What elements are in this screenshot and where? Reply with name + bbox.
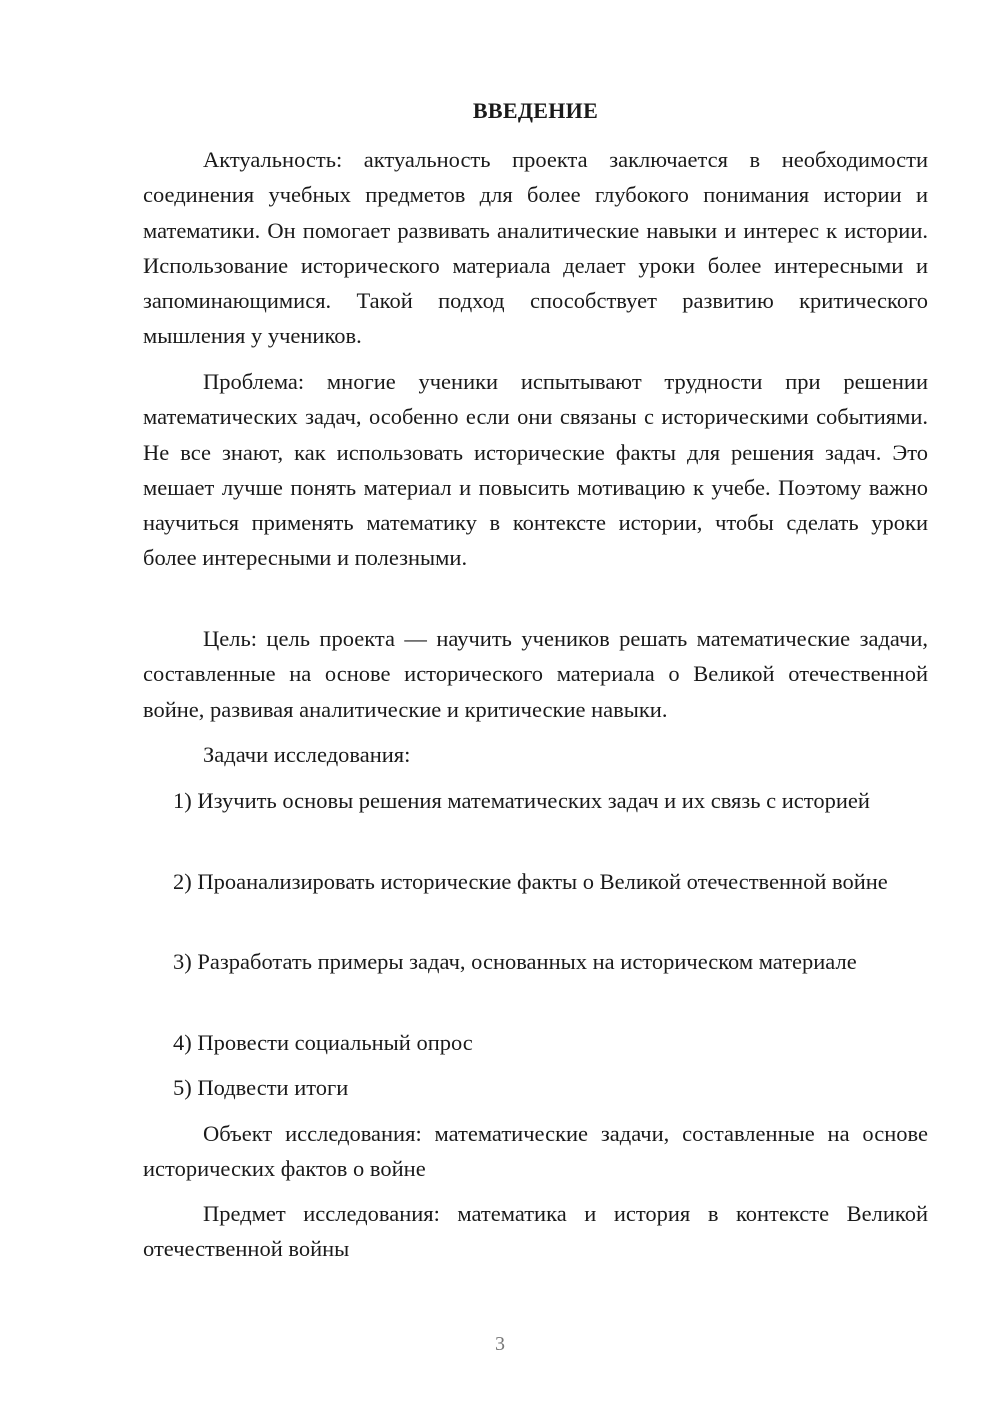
task-item-3: 3) Разработать примеры задач, основанных на историческом материале [173, 949, 857, 974]
goal-paragraph: Цель: цель проекта — научить учеников решать математические задачи, составленные на основе исторического материала о Великой отечественной войне, развивая аналитические и критические навыки. [143, 626, 928, 722]
task-item-1: 1) Изучить основы решения математических задач и их связь с историей [173, 788, 870, 813]
task-item-5: 5) Подвести итоги [173, 1075, 349, 1100]
page-title: ВВЕДЕНИЕ [472, 98, 599, 123]
subject-paragraph: Предмет исследования: математика и история в контексте Великой отечественной войны [143, 1201, 928, 1262]
tasks-intro: Задачи исследования: [203, 742, 411, 767]
problem-paragraph: Проблема: многие ученики испытывают трудности при решении математических задач, особенно если они связаны с историческими событиями. Не все знают, как использовать исторические факты для решения задач. Это мешает лучше понять материал и повысить мотивацию к учебе. Поэтому важно научиться применять математику в контексте истории, чтобы сделать уроки более интересными и полезными. [143, 369, 928, 571]
task-item-2: 2) Проанализировать исторические факты о Великой отечественной войне [173, 869, 888, 894]
task-item-4: 4) Провести социальный опрос [173, 1030, 473, 1055]
relevance-paragraph: Актуальность: актуальность проекта заключается в необходимости соединения учебных предметов для более глубокого понимания истории и математики. Он помогает развивать аналитические навыки и интерес к истории. Использование исторического материала делает уроки более интересными и запоминающимися. Такой подход способствует развитию критического мышления у учеников. [143, 147, 928, 349]
object-paragraph: Объект исследования: математические задачи, составленные на основе исторических фактов о войне [143, 1121, 928, 1182]
page-number: 3 [495, 1333, 505, 1355]
